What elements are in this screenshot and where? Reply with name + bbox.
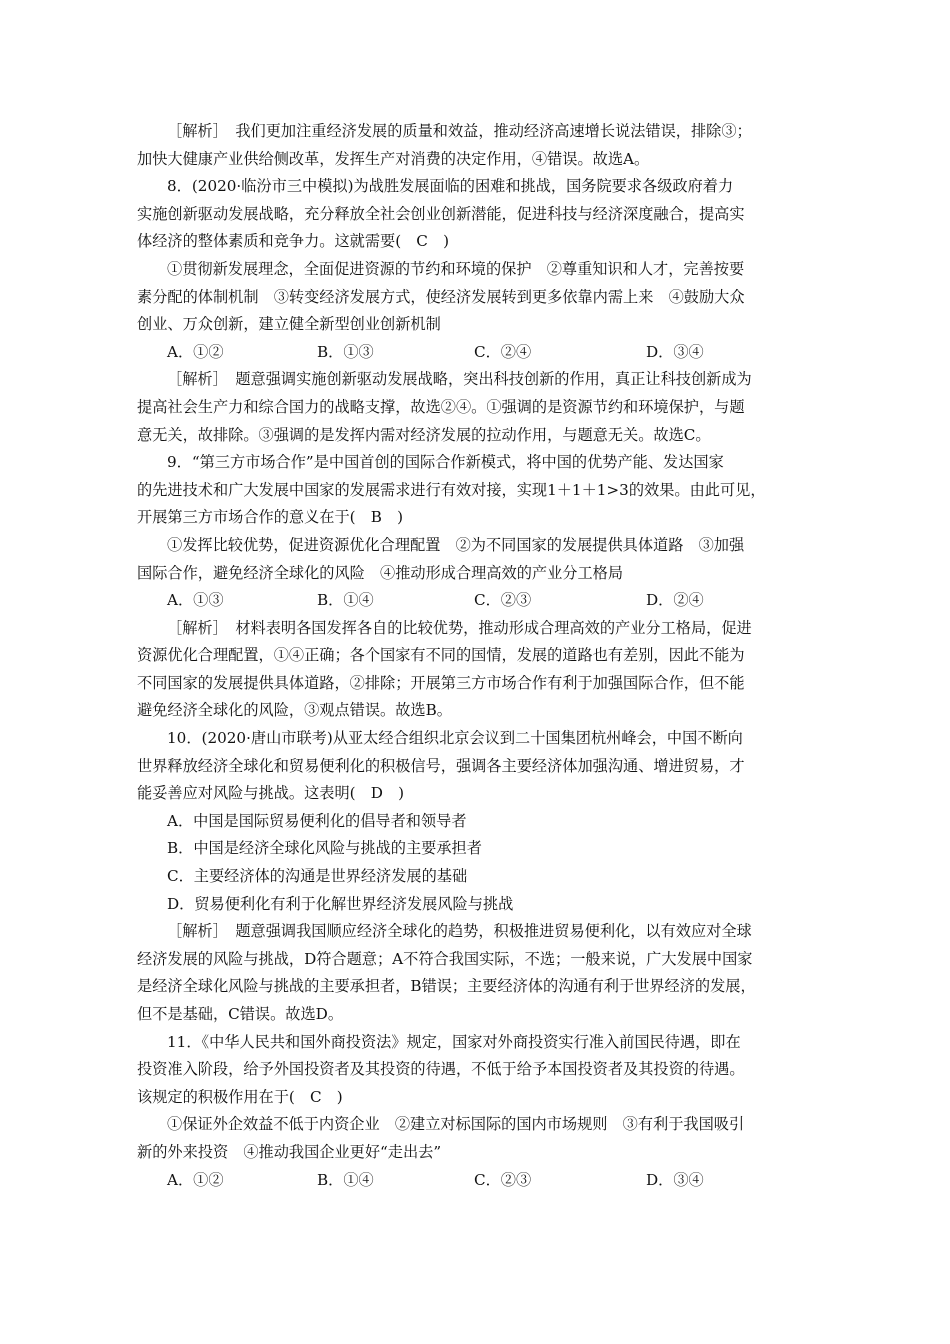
question-stem-line: 10．(2020·唐山市联考)从亚太经合组织北京会议到二十国集团杭州峰会，中国不断向	[167, 729, 743, 748]
option-b: B．①③	[317, 342, 374, 361]
analysis-line: 避免经济全球化的风险，③观点错误。故选B。	[137, 701, 452, 720]
analysis-line: 提高社会生产力和综合国力的战略支撑，故选②④。①强调的是资源节约和环境保护，与题	[137, 397, 745, 416]
statement-line: 素分配的体制机制 ③转变经济发展方式，使经济发展转到更多依靠内需上来 ④鼓励大众	[137, 287, 745, 306]
analysis-line: ［解析］ 材料表明各国发挥各自的比较优势，推动形成合理高效的产业分工格局，促进	[167, 618, 752, 637]
option-b: B．①④	[317, 1170, 374, 1189]
option-d: D．③④	[646, 1170, 704, 1189]
question-8	[137, 173, 827, 449]
statement-line: 创业、万众创新，建立健全新型创业创新机制	[137, 315, 441, 334]
paragraph-line: 加快大健康产业供给侧改革，发挥生产对消费的决定作用，④错误。故选A。	[137, 149, 650, 168]
option-d: D．③④	[646, 342, 704, 361]
answer-options	[137, 339, 827, 367]
question-stem-line: 世界释放经济全球化和贸易便利化的积极信号，强调各主要经济体加强沟通、增进贸易，才	[137, 756, 745, 775]
question-stem-line: 该规定的积极作用在于( C )	[137, 1087, 343, 1106]
question-stem-line: 体经济的整体素质和竞争力。这就需要( C )	[137, 232, 450, 251]
question-11	[137, 1029, 827, 1195]
question-9	[137, 449, 827, 725]
statement-line: ①保证外企效益不低于内资企业 ②建立对标国际的国内市场规则 ③有利于我国吸引	[167, 1115, 745, 1134]
option-a: A．①③	[167, 591, 224, 610]
question-stem-line: 8．(2020·临汾市三中模拟)为战胜发展面临的困难和挑战，国务院要求各级政府着力	[167, 177, 734, 196]
question-10	[137, 725, 827, 1029]
q7-analysis	[137, 118, 827, 173]
choice-a: A．中国是国际贸易便利化的倡导者和领导者	[167, 811, 467, 830]
analysis-line: ［解析］ 题意强调实施创新驱动发展战略，突出科技创新的作用，真正让科技创新成为	[167, 370, 752, 389]
question-stem-line: 11．《中华人民共和国外商投资法》规定，国家对外商投资实行准入前国民待遇，即在	[167, 1032, 741, 1051]
option-c: C．②③	[474, 591, 532, 610]
analysis-line: 经济发展的风险与挑战，D符合题意；A不符合我国实际，不选；一般来说，广大发展中国家	[137, 949, 753, 968]
statement-line: 新的外来投资 ④推动我国企业更好“走出去”	[137, 1142, 442, 1161]
question-stem-line: 的先进技术和广大发展中国家的发展需求进行有效对接，实现1＋1＋1>3的效果。由此可见，	[137, 480, 766, 499]
question-stem-line: 投资准入阶段，给予外国投资者及其投资的待遇，不低于给予本国投资者及其投资的待遇。	[137, 1060, 745, 1079]
analysis-line: ［解析］ 题意强调我国顺应经济全球化的趋势，积极推进贸易便利化，以有效应对全球	[167, 922, 752, 941]
answer-options	[137, 587, 827, 615]
statement-line: ①发挥比较优势，促进资源优化合理配置 ②为不同国家的发展提供具体道路 ③加强	[167, 535, 745, 554]
option-d: D．②④	[646, 591, 704, 610]
option-a: A．①②	[167, 1170, 224, 1189]
choice-b: B．中国是经济全球化风险与挑战的主要承担者	[167, 839, 482, 858]
analysis-line: 资源优化合理配置，①④正确；各个国家有不同的国情，发展的道路也有差别，因此不能为	[137, 646, 745, 665]
option-c: C．②③	[474, 1170, 532, 1189]
option-a: A．①②	[167, 342, 224, 361]
paragraph-line: ［解析］ 我们更加注重经济发展的质量和效益，推动经济高速增长说法错误，排除③；	[167, 122, 752, 140]
question-stem-line: 开展第三方市场合作的意义在于( B )	[137, 508, 404, 527]
document-page	[137, 118, 827, 1194]
question-stem-line: 实施创新驱动发展战略，充分释放全社会创业创新潜能，促进科技与经济深度融合，提高实	[137, 204, 745, 223]
analysis-line: 不同国家的发展提供具体道路，②排除；开展第三方市场合作有利于加强国际合作，但不能	[137, 673, 745, 692]
statement-line: ①贯彻新发展理念，全面促进资源的节约和环境的保护 ②尊重知识和人才，完善按要	[167, 259, 745, 278]
statement-line: 国际合作，避免经济全球化的风险 ④推动形成合理高效的产业分工格局	[137, 563, 623, 582]
analysis-line: 是经济全球化风险与挑战的主要承担者，B错误；主要经济体的沟通有利于世界经济的发展，	[137, 977, 756, 996]
analysis-line: 但不是基础，C错误。故选D。	[137, 1005, 344, 1023]
choice-d: D．贸易便利化有利于化解世界经济发展风险与挑战	[167, 894, 514, 913]
option-c: C．②④	[474, 342, 532, 361]
question-stem-line: 能妥善应对风险与挑战。这表明( D )	[137, 784, 405, 803]
choice-c: C．主要经济体的沟通是世界经济发展的基础	[167, 867, 468, 886]
question-stem-line: 9．“第三方市场合作”是中国首创的国际合作新模式，将中国的优势产能、发达国家	[167, 453, 724, 472]
answer-options	[137, 1167, 827, 1195]
analysis-line: 意无关，故排除。③强调的是发挥内需对经济发展的拉动作用，与题意无关。故选C。	[137, 425, 711, 444]
option-b: B．①④	[317, 591, 374, 610]
